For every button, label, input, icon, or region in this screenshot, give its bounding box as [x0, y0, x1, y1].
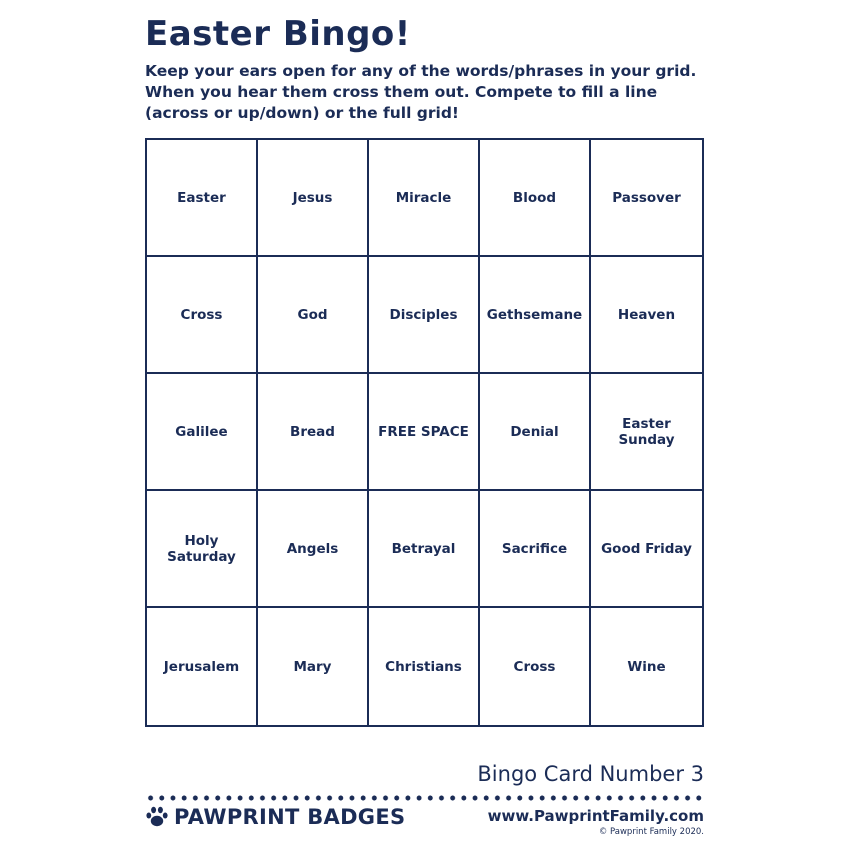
paw-icon: [145, 805, 169, 829]
instructions: Keep your ears open for any of the words/phrases in your grid. When you hear them cross them out. Compete to fill a line (across or up/down) or the full grid!: [145, 62, 697, 122]
bingo-cell[interactable]: Easter Sunday: [591, 374, 702, 491]
bingo-cell[interactable]: Bread: [258, 374, 369, 491]
bingo-cell[interactable]: Miracle: [369, 140, 480, 257]
page-title: Easter Bingo!: [145, 14, 411, 54]
bingo-cell[interactable]: Good Friday: [591, 491, 702, 608]
website-link[interactable]: www.PawprintFamily.com: [487, 807, 704, 825]
bingo-cell[interactable]: Jesus: [258, 140, 369, 257]
bingo-cell[interactable]: Sacrifice: [480, 491, 591, 608]
bingo-cell[interactable]: Jerusalem: [147, 608, 258, 725]
free-space-cell[interactable]: FREE SPACE: [369, 374, 480, 491]
bingo-cell[interactable]: God: [258, 257, 369, 374]
bingo-cell[interactable]: Passover: [591, 140, 702, 257]
bingo-cell[interactable]: Galilee: [147, 374, 258, 491]
bingo-cell[interactable]: Christians: [369, 608, 480, 725]
bingo-cell[interactable]: Gethsemane: [480, 257, 591, 374]
brand-name: PAWPRINT BADGES: [174, 805, 406, 829]
bingo-cell[interactable]: Angels: [258, 491, 369, 608]
bingo-cell[interactable]: Heaven: [591, 257, 702, 374]
bingo-cell[interactable]: Betrayal: [369, 491, 480, 608]
dotted-divider: [145, 795, 705, 801]
brand-logo: [145, 805, 405, 829]
bingo-cell[interactable]: Mary: [258, 608, 369, 725]
bingo-cell[interactable]: Easter: [147, 140, 258, 257]
bingo-cell[interactable]: Denial: [480, 374, 591, 491]
bingo-cell[interactable]: Wine: [627, 658, 666, 675]
bingo-cell[interactable]: Cross: [147, 257, 258, 374]
bingo-grid: [145, 138, 704, 727]
copyright: © Pawprint Family 2020.: [598, 827, 704, 837]
card-number: Bingo Card Number 3: [477, 762, 704, 786]
bingo-cell[interactable]: Cross: [480, 608, 591, 725]
bingo-cell[interactable]: Disciples: [369, 257, 480, 374]
bingo-cell[interactable]: Blood: [480, 140, 591, 257]
bingo-cell[interactable]: Holy Saturday: [147, 491, 258, 608]
